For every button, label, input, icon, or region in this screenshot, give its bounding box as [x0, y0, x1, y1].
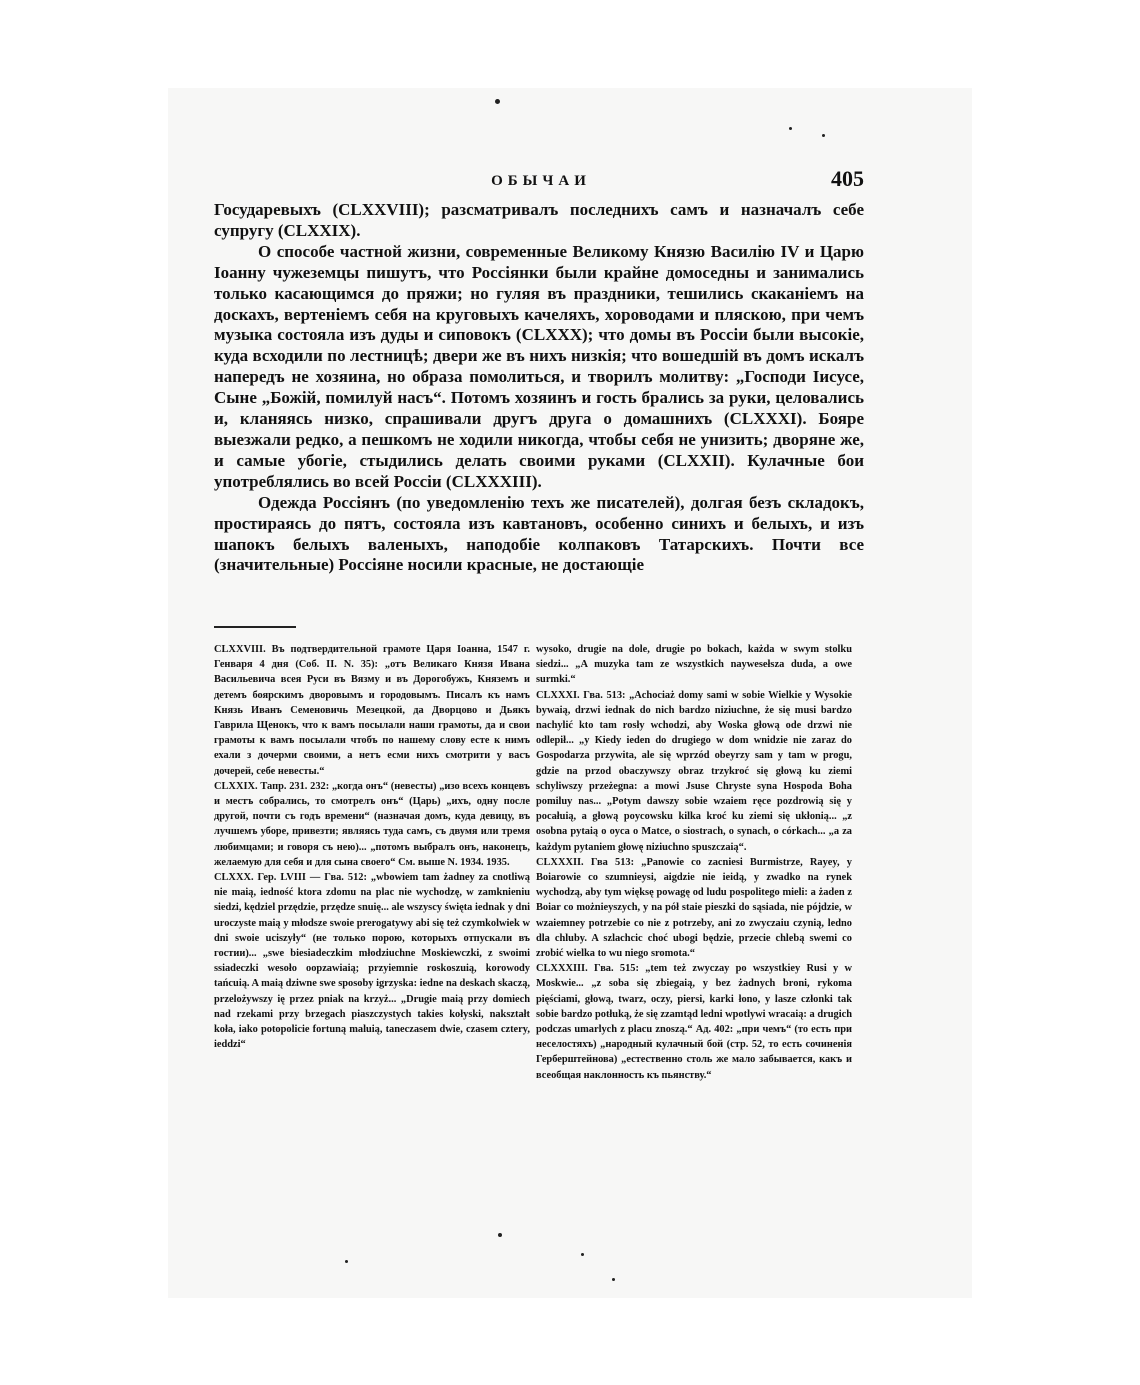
footnote-ref: CLXXXII. [536, 856, 584, 868]
paragraph: Государевыхъ (CLXXVIII); разсматривалъ последнихъ самъ и назначалъ себе супругу (CLXXIX). [214, 200, 864, 240]
main-text [214, 200, 864, 576]
scan-speck [789, 127, 792, 130]
footnote [536, 855, 852, 961]
scan-speck [612, 1278, 615, 1281]
footnote-text: wysoko, drugie na dole, drugie po bokach, każda w swym stolku siedzi... „A muzyka tam ze wszystkich naywesełsza duda, a owe surmki.“ [536, 644, 852, 686]
page-header [214, 166, 864, 198]
footnote [536, 688, 852, 855]
scan-speck [822, 134, 825, 137]
scan-speck [581, 1253, 584, 1256]
footnote-text: Гва. 513: „Achociaż domy sami w sobie Wielkie y Wysokie bywaią, drzwi iednak do nich bardzo niziuchne, że się musi bardzo nachylić kto tam rosły wchodzi, aby Woska głową ode drzwi nie odlepił... „y Kiedy ieden do drugiego w dom wnidzie nie zaraz do Gospodarza przywita, ale się wprzód obeyrzy sam y tam w progu, gdzie na przod obaczywszy obraz trzykroć się głową ku ziemi schyliwszy przeżegna: a mowi Jsuse Chryste syna Hospoda Boha pomiluy nas... „Potym dawszy sobie wzaiem ręce pozdrowią się y pocałuią, a głową poycowsku kilka kroć ku ziemi się ukłonią... „z osobna pytaią o oyca o Matce, o siostrach, o synach, o córkach... „a za każdym pytaniem głowę niziuchno spuszczaią“. [536, 689, 852, 853]
footnote-text: Въ подтвердительной грамоте Царя Іоанна, 1547 г. Генваря 4 дня (Соб. II. N. 35): „отъ Великаго Князя Ивана Васильевича всея Руси въ Вязму и въ Дорогобужъ, Княземъ и детемъ боярскимъ дворовымъ и городовымъ. Писалъ къ намъ Князь Иванъ Семеновичь Мезецкой, да Дворцово и Дьякъ Гаврила Щенокъ, что к вамъ посылали наши грамоты, да и свои грамоты к вамъ посылали чтобъ по нашему слову есте к нимъ ехали з дочерми своими, а нетъ есми нихъ смотрити у васъ дочерей, себе невесты.“ [214, 644, 530, 777]
footnote-text: Гва 513: „Panowie co zacniesi Burmistrze, Rayey, y Boiarowie co szumnieysi, aigdzie nie ieidą, y zwadko na rynek wychodzą, aby tym więksę powagę od ludu pospolitego mieli: a żaden z Boiar co możnieyszych, y na pół staie pieszki do sąsiada, nie pójdzie, w wzaiemney potrzebie co nie z potrzeby, ani zo zwyczaiu czynią, ledno dla chluby. A szlachcic choć ubogi będzie, przecie chlebą swemi co zrobić wielka to wu niego sromota.“ [536, 856, 852, 960]
footnotes-right-column [536, 642, 852, 1083]
footnote-text: Тапр. 231. 232: „когда онъ“ (невесты) „изо всехъ концевъ и местъ собрались, то смотрелъ онъ“ (Царь) „ихъ, одну после другой, почти съ годъ времени“ (назначая домъ, куда девицу, въ лучшемъ уборе, привезти; являясь туда самъ, съ двумя или тремя любимцами; и говоря съ нею)... „потомъ выбралъ онъ, наконецъ, желаемую для себя и для сына своего“ См. выше N. 1934. 1935. [214, 780, 530, 868]
footnote-text: Гва. 515: „tem też zwyczay po wszystkiey Rusi y w Moskwie... „z soba się zbiegaią, y bez żadnych broni, rykoma pięściami, głową, twarz, oczy, piersi, karki łono, y lasze członki tak sobie bardzo potłuką, że się zzamtąd ledni wpotlywi wracaią: a drugich podczas umarlych z placu znoszą.“ Ад. 402: „при чемъ“ (то есть при неселостяхъ) „народный кулачный бой (стр. 52, то есть сочиненія Герберштейнова) „естественно столь же мало забывается, какъ и всеобщая наклонность къ пьянству.“ [536, 963, 852, 1081]
page-number: 405 [831, 166, 864, 191]
footnote-ref: CLXXVIII. [214, 644, 266, 655]
footnote [536, 642, 852, 688]
footnote-ref: CLXXXIII. [536, 963, 588, 975]
footnotes-left-column [214, 642, 530, 1052]
footnote [214, 642, 530, 779]
footnote-separator [214, 626, 296, 628]
footnote [536, 961, 852, 1083]
footnote-ref: CLXXXI. [536, 689, 580, 701]
footnote-text: Гер. LVIII — Гва. 512: „wbowiem tam żadney za cnotliwą nie maią, iedność ktora zdomu na plac nie wychodzę, w zamknieniu siedzi, kędziel przędzie, przędze snuię... ale wszyscy święta iednak y dni uroczyste maią y młodsze swoie prerogatywy abi się też czymkolwiek w dni swoie uciszyły“ (не только порою, которыхъ отпускали въ гостии)... „swe biesiadeczkim młodziuchne Moskiewczki, z swoimi ssiadeczki wesoło oopzawiaią; przyiemnie roskoszuią, korowody tańcuią. A maią dziwne swe sposoby igrzyska: iedne na deskach skaczą, przelożywszy ię przez pniak na krzyż... „Drugie maią przy domiech nad rzekami przy brzegach piaszczystych takies kołyski, nakształt koła, iako potopolicie fortuną maluią, taneczasem dwie, czasem cztery, ieddzi“ [214, 872, 530, 1051]
footnote [214, 870, 530, 1052]
footnote-ref: CLXXX. [214, 872, 254, 884]
running-head: ОБЫЧАИ [491, 173, 591, 189]
paragraph: О способе частной жизни, современные Великому Князю Василію IV и Царю Іоанну чужеземцы пишутъ, что Россіянки были крайне домоседны и занимались только касающимся до пряжи; но гуляя въ праздники, тешились скаканіемъ на доскахъ, вертеніемъ себя на круговыхъ качеляхъ, хороводами и пляскою, при чемъ музыка состояла изъ дуды и сиповокъ (CLXXX); что домы въ Россіи были высокіе, куда всходили по лестницѣ; двери же въ нихъ низкія; что вошедшій въ домъ искалъ напередъ не хозяина, но образа помолиться, и творилъ молитву: „Господи Іисусе, Сыне „Божій, помилуй насъ“. Потомъ хозяинъ и гость брались за руки, целовались и, кланяясь низко, спрашивали другъ друга о домашнихъ (CLXXXI). Бояре выезжали редко, а пешкомъ не ходили никогда, чтобы себя не унизить; дворяне же, и самые убогіе, стыдились делать своими руками (CLXXII). Кулачные бои употреблялись во всей Россіи (CLXXXIII). [214, 241, 864, 491]
scan-speck [498, 1233, 502, 1237]
footnote [214, 779, 530, 870]
scan-speck [495, 99, 500, 104]
paragraph: Одежда Россіянъ (по уведомленію техъ же писателей), долгая безъ складокъ, простираясь до пятъ, состояла изъ кавтановъ, особенно синихъ и белыхъ, и изъ шапокъ белыхъ валеныхъ, наподобіе колпаковъ Татарскихъ. Почти все (значительные) Россіяне носили красные, не достающіе [214, 492, 864, 575]
scan-speck [345, 1260, 348, 1263]
footnote-ref: CLXXIX. [214, 780, 258, 792]
